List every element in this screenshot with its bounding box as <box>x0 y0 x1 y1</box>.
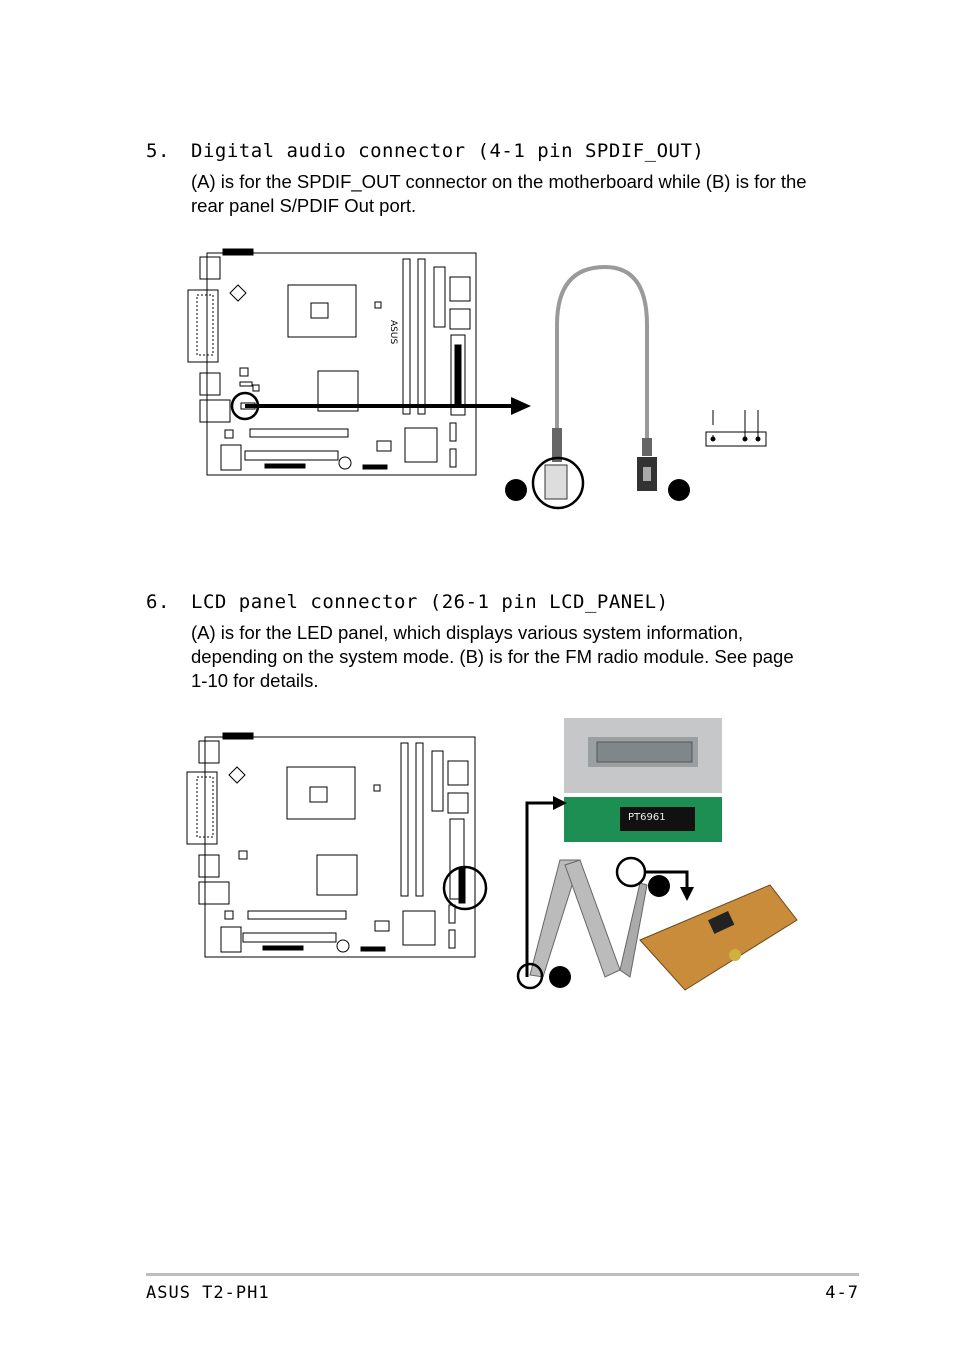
section-6-heading <box>146 591 669 613</box>
footer-rule <box>146 1273 859 1276</box>
section-6-title: LCD panel connector (26-1 pin LCD_PANEL) <box>191 591 669 613</box>
arrow-head <box>511 397 531 415</box>
arrow-to-module-head <box>680 887 694 901</box>
lcd-driver-board-photo <box>564 797 722 842</box>
spdif-pinout-icon <box>706 410 766 446</box>
section-5-heading <box>146 140 704 162</box>
section-5-title: Digital audio connector (4-1 pin SPDIF_OUT) <box>191 140 705 162</box>
lcd-display-photo <box>564 718 722 793</box>
chip-label: PT6961 <box>628 812 666 823</box>
fm-radio-module-photo <box>640 885 797 990</box>
section-5-number: 5. <box>146 140 170 162</box>
label-a-marker <box>505 479 527 501</box>
motherboard-diagram-2 <box>187 733 475 957</box>
board-logo: ASUS <box>388 320 398 345</box>
label-b-marker <box>668 479 690 501</box>
label-a-marker-2 <box>549 966 571 988</box>
motherboard-diagram <box>188 249 476 475</box>
section-6-number: 6. <box>146 591 170 613</box>
footer-page-number: 4-7 <box>825 1283 859 1303</box>
label-b-marker-2 <box>648 875 670 897</box>
spdif-connector-figure <box>185 245 785 515</box>
section-6-description: (A) is for the LED panel, which displays various system information, depending on the system mode. (B) is for the FM radio module. See page 1-10 for details. <box>191 622 794 691</box>
section-5-description: (A) is for the SPDIF_OUT connector on the motherboard while (B) is for the rear panel S/PDIF Out port. <box>191 171 807 216</box>
spdif-cable <box>533 267 657 508</box>
footer-product: ASUS T2-PH1 <box>146 1283 270 1303</box>
module-connector-highlight <box>617 858 645 886</box>
ribbon-cable-photo <box>530 860 647 977</box>
lcd-panel-connector-figure <box>185 715 805 995</box>
